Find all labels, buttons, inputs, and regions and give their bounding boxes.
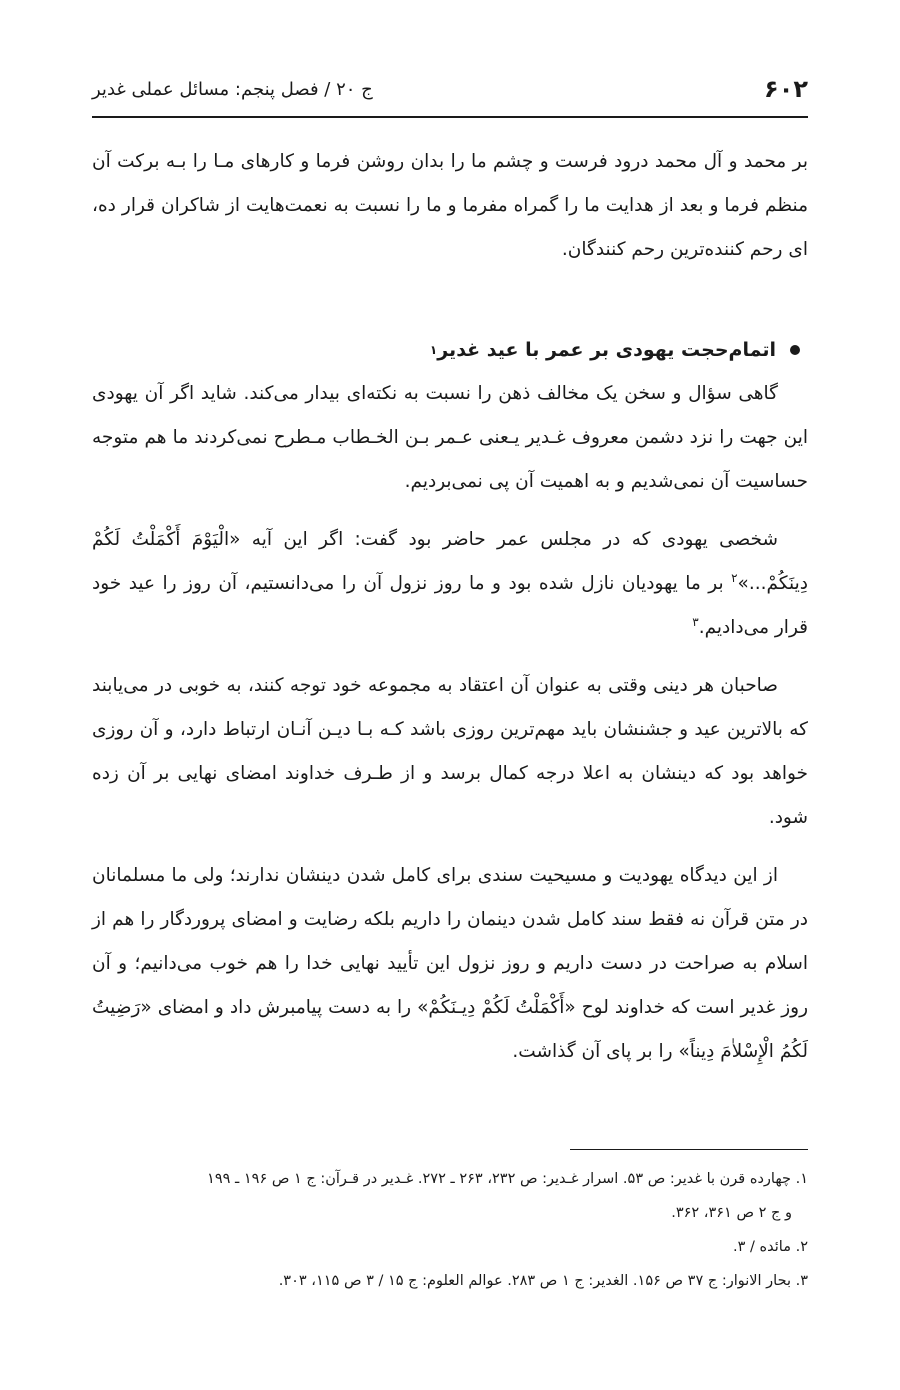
footnote-item: ۳. بحار الانوار: ج ۳۷ ص ۱۵۶. الغدیر: ج ۱ ص ۲۸۳. عوالم العلوم: ج ۱۵ / ۳ ص ۱۱۵، ۳۰۳. [278,1273,808,1289]
footnotes [92,1162,808,1298]
paragraph-quote [92,518,808,650]
section-heading: اتمام‌حجت یهودی بر عمر با عید غدیر ۱ [92,328,808,372]
running-header [92,62,808,118]
paragraph: صاحبان هر دینی وقتی به عنوان آن اعتقاد به مجموعه خود توجه کنند، به خوبی در می‌یابند که بالاترین عید و جشنشان باید مهم‌ترین روزی باشد کـه بـا دیـن آنـان ارتباط دارد، و آن روزی خواهد بود که دینشان به اعلا درجه کمال برسد و از طـرف خداوند امضای نهایی بر آن زده شود. [92,675,808,828]
footnote-ref[interactable]: ۲ [731,570,738,585]
chapter-title: ج ۲۰ / فصل پنجم: مسائل عملی غدیر [92,78,373,100]
footnote-item: ۱. چهارده قرن با غدیر: ص ۵۳. اسرار غـدیر: ص ۲۳۲، ۲۶۳ ـ ۲۷۲. غـدیر در قـرآن: ج ۱ ص ۱۹۶ ـ ۱۹۹ [207,1171,808,1187]
main-text [92,140,808,1088]
paragraph: بر محمد و آل محمد درود فرست و چشم ما را بدان روشن فرما و کارهای مـا را بـه برکت آن منظم فرما و بعد از هدایت ما را گمراه مفرما و ما را نسبت به نعمت‌هایت از شاکران قرار ده، ای رحم کننده‌ترین رحم کنندگان. [92,151,808,260]
paragraph: از این دیدگاه یهودیت و مسیحیت سندی برای کامل شدن دینشان ندارند؛ ولی ما مسلمانان در متن قرآن نه فقط سند کامل شدن دینمان را داریم بلکه رضایت و امضای پروردگار را هم از اسلام به صراحت در دست داریم و روز نزول این تأیید نهایی خدا را هم خوب می‌دانیم؛ و آن روز غدیر است که خداوند لوح «أَکْمَلْتُ لَکُمْ دِیـنَکُمْ» را به دست پیامبرش داد و امضای «رَضِیتُ لَکُمُ الْإِسْلاٰمَ دِیناً» را بر پای آن گذاشت. [92,865,808,1062]
paragraph: گاهی سؤال و سخن یک مخالف ذهن را نسبت به نکته‌ای بیدار می‌کند. شاید اگر آن یهودی این جهت را نزد دشمن معروف غـدیر یـعنی عـمر بـن الخـطاب مـطرح نمی‌کردند ما هم متوجه حساسیت آن نمی‌شدیم و به اهمیت آن پی نمی‌بردیم. [92,383,808,492]
bullet-icon [790,345,800,355]
footnote-item-continuation: و ج ۲ ص ۳۶۱، ۳۶۲. [671,1205,792,1221]
section-heading-text: اتمام‌حجت یهودی بر عمر با عید غدیر [437,339,776,361]
quote-continuation: بر ما یهودیان نازل شده بود و ما روز نزول آن را می‌دانستیم، آن روز را عید خود قرار می‌دادیم. [92,573,808,638]
quote-text: شخصی یهودی که در مجلس عمر حاضر بود گفت: اگر این آیه «الْیَوْمَ أَکْمَلْتُ لَکُمْ دِینَکُمْ...» [92,529,808,594]
footnote-divider [570,1149,808,1150]
page-number: ۶۰۲ [764,75,808,103]
footnote-ref[interactable]: ۳ [692,614,699,629]
footnote-item: ۲. مائده / ۳. [733,1239,808,1255]
